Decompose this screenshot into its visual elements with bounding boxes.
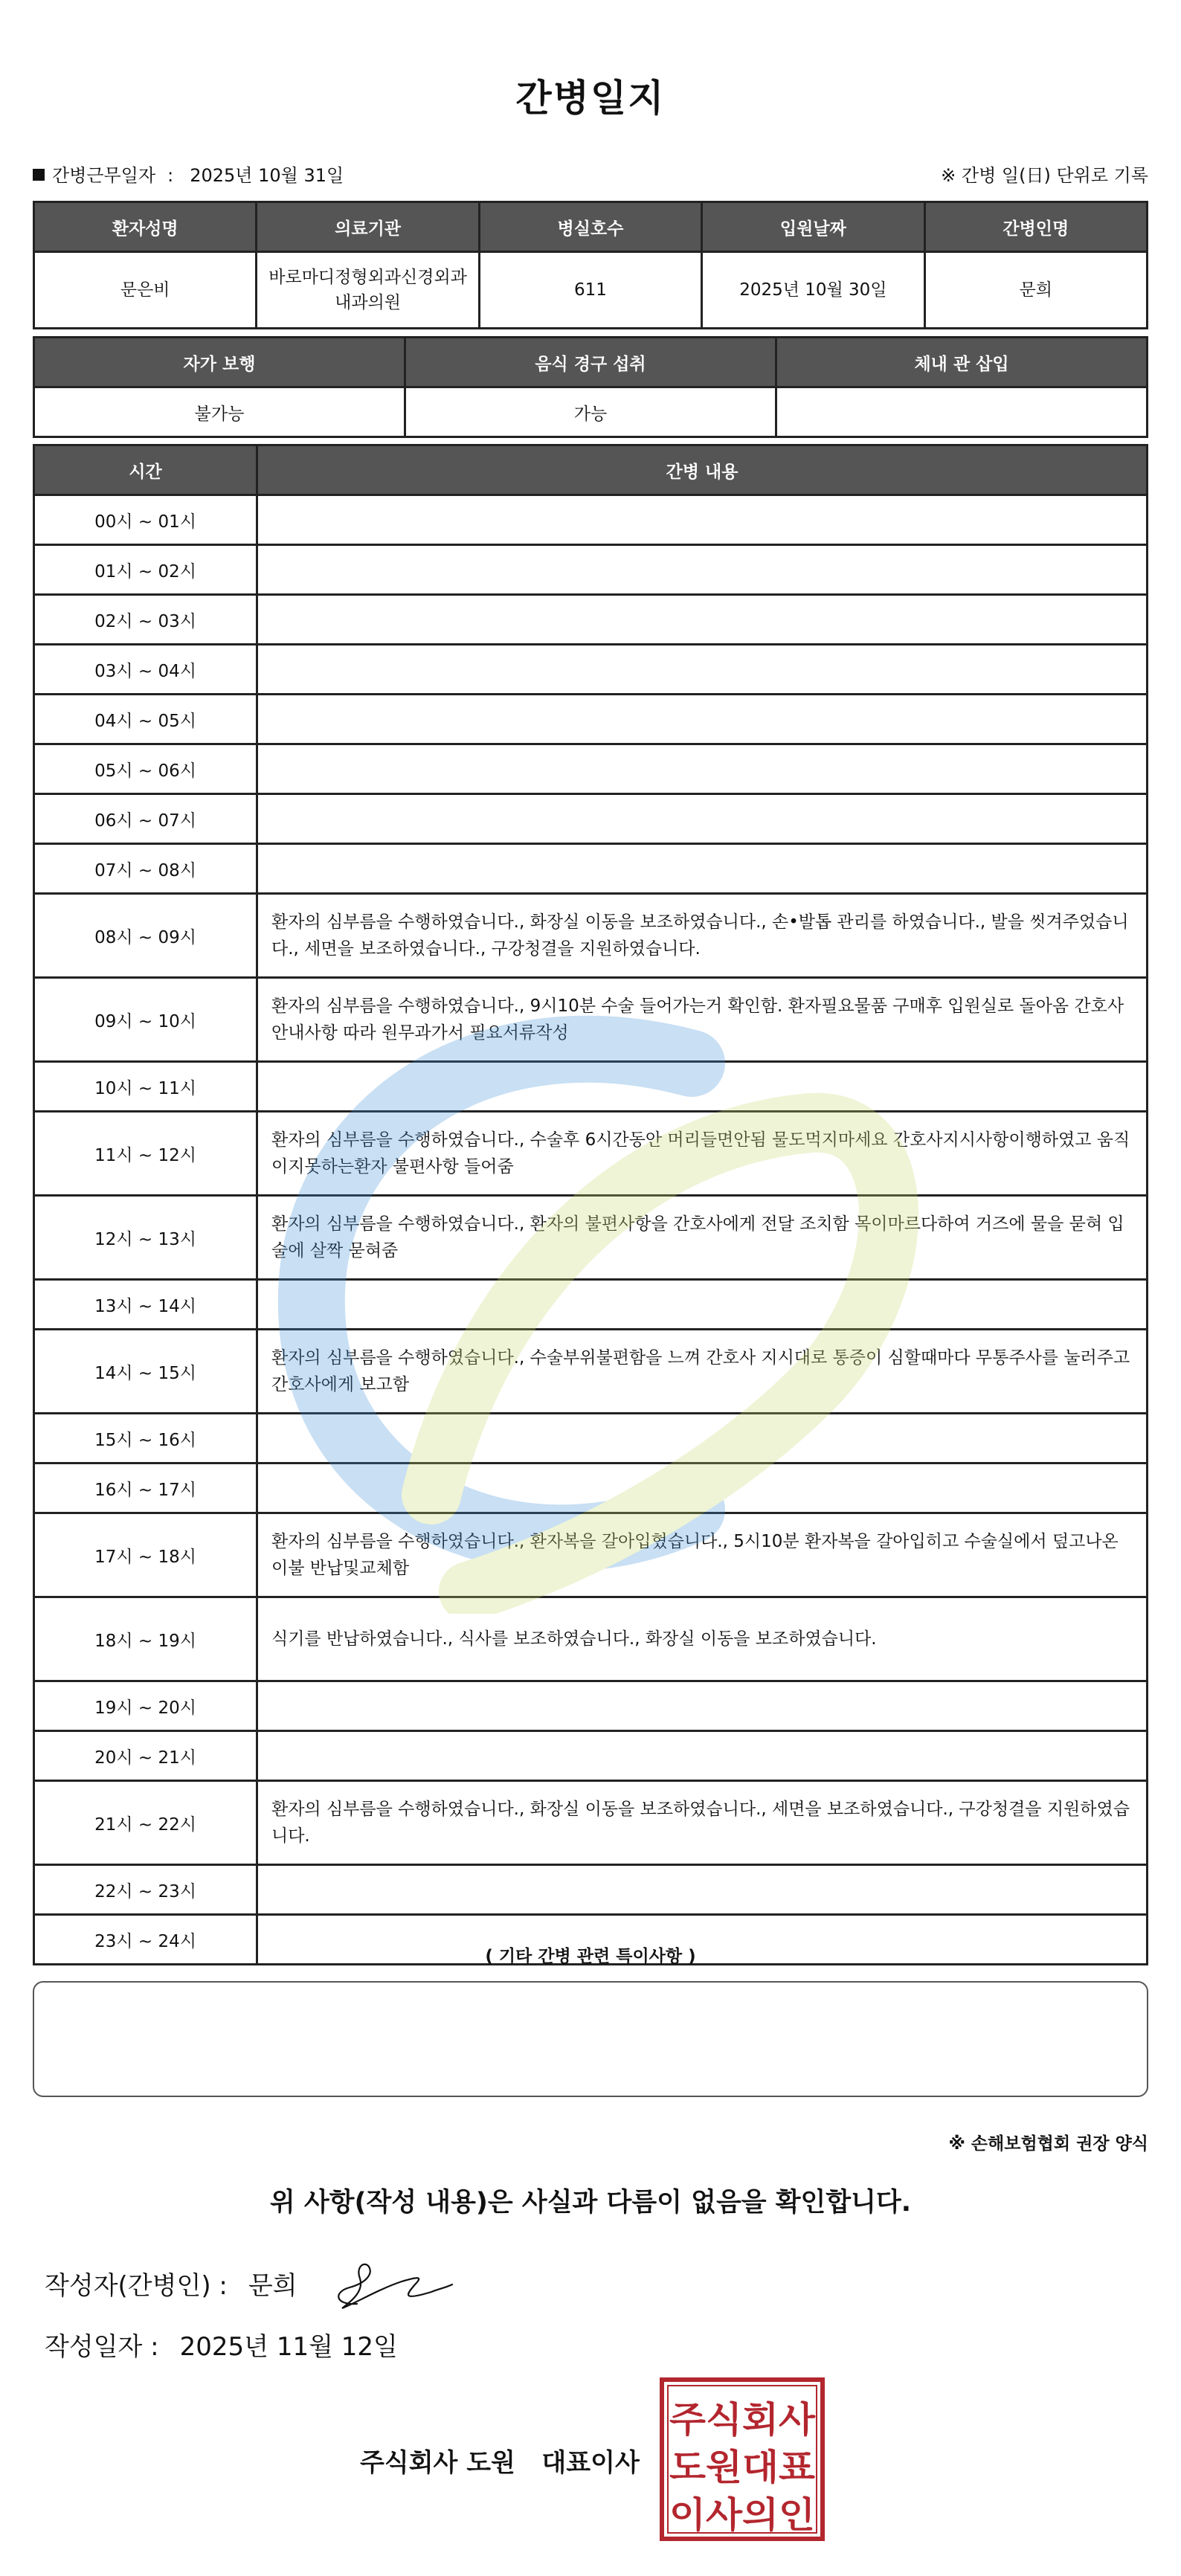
table-row: [34, 794, 1148, 844]
care-content: [257, 695, 1148, 744]
header-caregiver: 간병인명: [924, 202, 1147, 252]
document-title: 간병일지: [515, 77, 666, 120]
care-content: [257, 545, 1148, 595]
care-content: [257, 1280, 1148, 1330]
table-row: [34, 1112, 1148, 1196]
care-content: [257, 744, 1148, 794]
unit-note: ※ 간병 일(日) 단위로 기록: [941, 165, 1148, 186]
special-notes-box: [33, 1981, 1148, 2097]
patient-info-table: [33, 201, 1148, 329]
time-slot: 18시 ~ 19시: [34, 1597, 257, 1681]
time-slot: 23시 ~ 24시: [34, 1915, 257, 1965]
work-date-separator: :: [167, 165, 174, 186]
care-content: [257, 1414, 1148, 1464]
oral-intake-value: 가능: [405, 387, 776, 437]
time-slot: 04시 ~ 05시: [34, 695, 257, 744]
time-slot: 20시 ~ 21시: [34, 1731, 257, 1781]
care-content: [257, 1062, 1148, 1112]
header-walking: 자가 보행: [34, 338, 405, 387]
signature-image: [327, 2259, 454, 2313]
table-row: [34, 1196, 1148, 1280]
author-line: [45, 2265, 297, 2302]
square-bullet-icon: [33, 169, 45, 181]
header-hospital: 의료기관: [257, 202, 479, 252]
table-row: [34, 978, 1148, 1062]
company-representative: 주식회사 도원 대표이사: [360, 2448, 640, 2478]
time-slot: 15시 ~ 16시: [34, 1414, 257, 1464]
table-row: [34, 844, 1148, 894]
time-slot: 00시 ~ 01시: [34, 495, 257, 545]
table-row: [34, 695, 1148, 744]
table-row: [34, 1464, 1148, 1513]
standard-form-note: ※ 손해보험협회 권장 양식: [948, 2134, 1148, 2154]
care-content: [257, 495, 1148, 545]
time-slot: 07시 ~ 08시: [34, 844, 257, 894]
care-content: 환자의 심부름을 수행하였습니다., 수술후 6시간동안 머리들면안됨 물도먹지마세요 간호사지시사항이행하였고 움직이지못하는환자 불편사항 들어줌: [257, 1112, 1148, 1196]
date-value: 2025년 11월 12일: [179, 2332, 398, 2362]
time-slot: 02시 ~ 03시: [34, 595, 257, 645]
table-row: [34, 1781, 1148, 1865]
care-content: [257, 1681, 1148, 1731]
table-row: [34, 744, 1148, 794]
care-log-table: [33, 444, 1148, 1965]
tube-value: [776, 387, 1148, 437]
table-row: [34, 545, 1148, 595]
author-label: 작성자(간병인) :: [45, 2271, 228, 2301]
time-slot: 09시 ~ 10시: [34, 978, 257, 1062]
table-row: [34, 595, 1148, 645]
work-date-label: 간병근무일자: [52, 165, 156, 186]
patient-status-table: [33, 336, 1148, 438]
company-seal-stamp: [659, 2377, 826, 2542]
room-number: 611: [479, 252, 701, 329]
care-content: 환자의 심부름을 수행하였습니다., 환자복을 갈아입혔습니다., 5시10분 환자복을 갈아입히고 수술실에서 덮고나온 이불 반납및교체함: [257, 1513, 1148, 1597]
time-slot: 19시 ~ 20시: [34, 1681, 257, 1731]
time-slot: 17시 ~ 18시: [34, 1513, 257, 1597]
seal-text-line: 주식회사: [669, 2399, 816, 2441]
table-row: [34, 1414, 1148, 1464]
header-admission-date: 입원날짜: [702, 202, 924, 252]
table-row: [34, 645, 1148, 695]
care-content: [257, 794, 1148, 844]
table-row: [34, 1681, 1148, 1731]
table-row: [34, 495, 1148, 545]
time-slot: 12시 ~ 13시: [34, 1196, 257, 1280]
work-date-value: 2025년 10월 31일: [190, 165, 344, 186]
header-oral-intake: 음식 경구 섭취: [405, 338, 776, 387]
care-content: 환자의 심부름을 수행하였습니다., 화장실 이동을 보조하였습니다., 손•발톱 관리를 하였습니다., 발을 씻겨주었습니다., 세면을 보조하였습니다., 구강청결을 지원하였습니다.: [257, 894, 1148, 978]
seal-text-line: 도원대표: [669, 2447, 816, 2488]
table-row: [34, 1865, 1148, 1915]
hospital-name: 바로마디정형외과신경외과내과의원: [257, 252, 479, 329]
caregiver-name: 문희: [924, 252, 1147, 329]
header-time: 시간: [34, 445, 257, 495]
care-content: 환자의 심부름을 수행하였습니다., 수술부위불편함을 느껴 간호사 지시대로 통증이 심할때마다 무통주사를 눌러주고 간호사에게 보고함: [257, 1330, 1148, 1414]
table-row: [34, 894, 1148, 978]
header-care-content: 간병 내용: [257, 445, 1148, 495]
table-row: [34, 1731, 1148, 1781]
time-slot: 21시 ~ 22시: [34, 1781, 257, 1865]
date-label: 작성일자 :: [45, 2332, 159, 2362]
admission-date: 2025년 10월 30일: [702, 252, 924, 329]
time-slot: 06시 ~ 07시: [34, 794, 257, 844]
confirmation-statement: 위 사항(작성 내용)은 사실과 다름이 없음을 확인합니다.: [269, 2188, 912, 2218]
care-content: [257, 1731, 1148, 1781]
care-content: [257, 595, 1148, 645]
header-patient-name: 환자성명: [34, 202, 257, 252]
time-slot: 14시 ~ 15시: [34, 1330, 257, 1414]
written-date-line: [45, 2326, 398, 2363]
care-content: [257, 1464, 1148, 1513]
time-slot: 10시 ~ 11시: [34, 1062, 257, 1112]
care-content: [257, 645, 1148, 695]
time-slot: 16시 ~ 17시: [34, 1464, 257, 1513]
seal-text-line: 이사의인: [669, 2494, 815, 2536]
time-slot: 22시 ~ 23시: [34, 1865, 257, 1915]
care-content: 환자의 심부름을 수행하였습니다., 9시10분 수술 들어가는거 확인함. 환자필요물품 구매후 입원실로 돌아옴 간호사안내사항 따라 원무과가서 필요서류작성: [257, 978, 1148, 1062]
patient-name: 문은비: [34, 252, 257, 329]
walking-value: 불가능: [34, 387, 405, 437]
care-content: [257, 1865, 1148, 1915]
table-row: [34, 1062, 1148, 1112]
time-slot: 05시 ~ 06시: [34, 744, 257, 794]
header-tube: 체내 관 삽입: [776, 338, 1148, 387]
time-slot: 13시 ~ 14시: [34, 1280, 257, 1330]
header-room: 병실호수: [479, 202, 701, 252]
work-date: [33, 161, 344, 187]
author-name: 문희: [248, 2271, 297, 2301]
care-content: 환자의 심부름을 수행하였습니다., 환자의 불편사항을 간호사에게 전달 조치함 목이마르다하여 거즈에 물을 묻혀 입술에 살짝 묻혀줌: [257, 1196, 1148, 1280]
care-content: [257, 844, 1148, 894]
special-notes-title: ( 기타 간병 관련 특이사항 ): [485, 1947, 696, 1966]
time-slot: 03시 ~ 04시: [34, 645, 257, 695]
time-slot: 01시 ~ 02시: [34, 545, 257, 595]
care-content: 식기를 반납하였습니다., 식사를 보조하였습니다., 화장실 이동을 보조하였습니다.: [257, 1597, 1148, 1681]
care-content: 환자의 심부름을 수행하였습니다., 화장실 이동을 보조하였습니다., 세면을 보조하였습니다., 구강청결을 지원하였습니다.: [257, 1781, 1148, 1865]
table-row: [34, 1513, 1148, 1597]
table-row: [34, 1280, 1148, 1330]
time-slot: 08시 ~ 09시: [34, 894, 257, 978]
table-row: [34, 1330, 1148, 1414]
table-row: [34, 1597, 1148, 1681]
time-slot: 11시 ~ 12시: [34, 1112, 257, 1196]
